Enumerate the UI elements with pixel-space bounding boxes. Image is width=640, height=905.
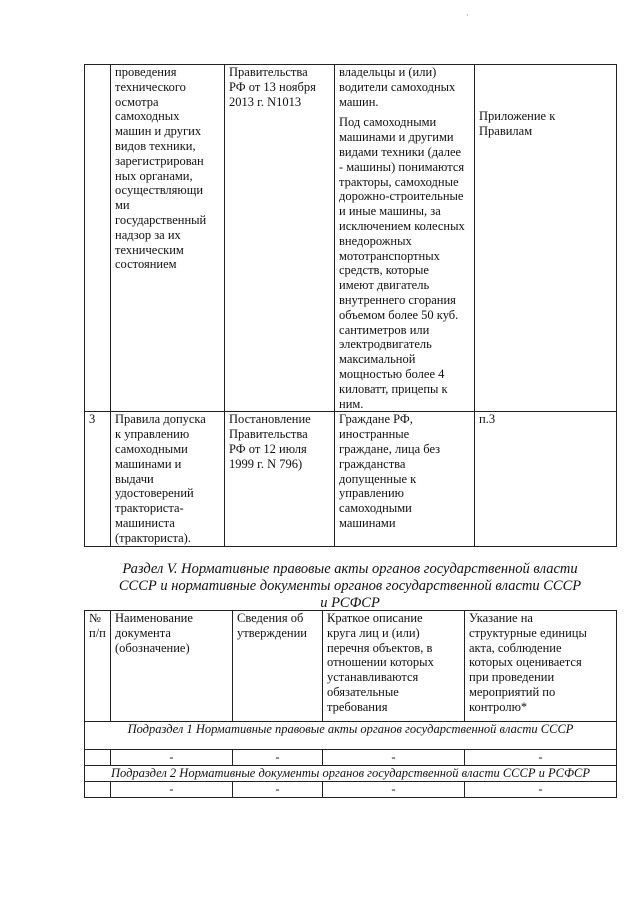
- header-scope: Краткое описание круга лиц и (или) перечня объектов, в отношении которых устанавливаются обязательные требования: [323, 611, 465, 722]
- table-row: [85, 750, 617, 766]
- subsection-row: [85, 722, 617, 750]
- subsection-2-title: Подраздел 2 Нормативные документы органов государственной власти СССР и РСФСР: [85, 766, 617, 782]
- structural-reference: Приложение к Правилам: [475, 65, 617, 412]
- continuation-table: [84, 64, 617, 547]
- section-title: Раздел V. Нормативные правовые акты органов государственной власти СССР и нормативные документы органов государственной власти СССР и РСФСР: [118, 561, 582, 611]
- section-table: [84, 610, 617, 798]
- row-number: [85, 65, 111, 412]
- scan-artifact: ·: [466, 10, 469, 20]
- header-number: № п/п: [85, 611, 111, 722]
- header-approval: Сведения об утверждении: [233, 611, 323, 722]
- document-name: проведения технического осмотра самоходных машин и других видов техники, зарегистрирован ных органами, осуществляющи ми государственный надзор за их техническим состоянием: [111, 65, 225, 412]
- header-row: [85, 611, 617, 722]
- cell-dash: -: [233, 782, 323, 798]
- scope-description: [335, 65, 475, 412]
- scope-definition: Под самоходными машинами и другими видами техники (далее - машины) понимаются тракторы, самоходные дорожно-строительные и иные машины, за исключением колесных внедорожных мототранспортных средств, которые имеют двигатель внутреннего сгорания объемом более 50 куб. сантиметров или электродвигатель максимальной мощностью более 4 киловатт, прицепы к ним.: [339, 115, 465, 411]
- approval-info: Правительства РФ от 13 ноября 2013 г. N1013: [225, 65, 335, 412]
- cell-dash: -: [465, 782, 617, 798]
- cell-dash: -: [111, 750, 233, 766]
- document-name: Правила допуска к управлению самоходными машинами и выдачи удостоверений тракториста- машиниста (тракториста).: [111, 412, 225, 546]
- cell-dash: -: [323, 782, 465, 798]
- cell-dash: -: [111, 782, 233, 798]
- header-document-name: Наименование документа (обозначение): [111, 611, 233, 722]
- structural-reference: п.3: [475, 412, 617, 546]
- row-number: [85, 782, 111, 798]
- cell-dash: -: [465, 750, 617, 766]
- table-row: [85, 412, 617, 546]
- scope-owners: владельцы и (или) водители самоходных машин.: [339, 65, 456, 109]
- cell-dash: -: [233, 750, 323, 766]
- row-number: 3: [85, 412, 111, 546]
- header-structural-units: Указание на структурные единицы акта, соблюдение которых оценивается при проведении мероприятий по контролю*: [465, 611, 617, 722]
- table-row: [85, 782, 617, 798]
- row-number: [85, 750, 111, 766]
- table-row: [85, 65, 617, 412]
- cell-dash: -: [323, 750, 465, 766]
- subsection-1-title: Подраздел 1 Нормативные правовые акты органов государственной власти СССР: [85, 722, 617, 750]
- approval-info: Постановление Правительства РФ от 12 июля 1999 г. N 796): [225, 412, 335, 546]
- subsection-row: [85, 766, 617, 782]
- scope-description: Граждане РФ, иностранные граждане, лица без гражданства допущенные к управлению самоходными машинами: [335, 412, 475, 546]
